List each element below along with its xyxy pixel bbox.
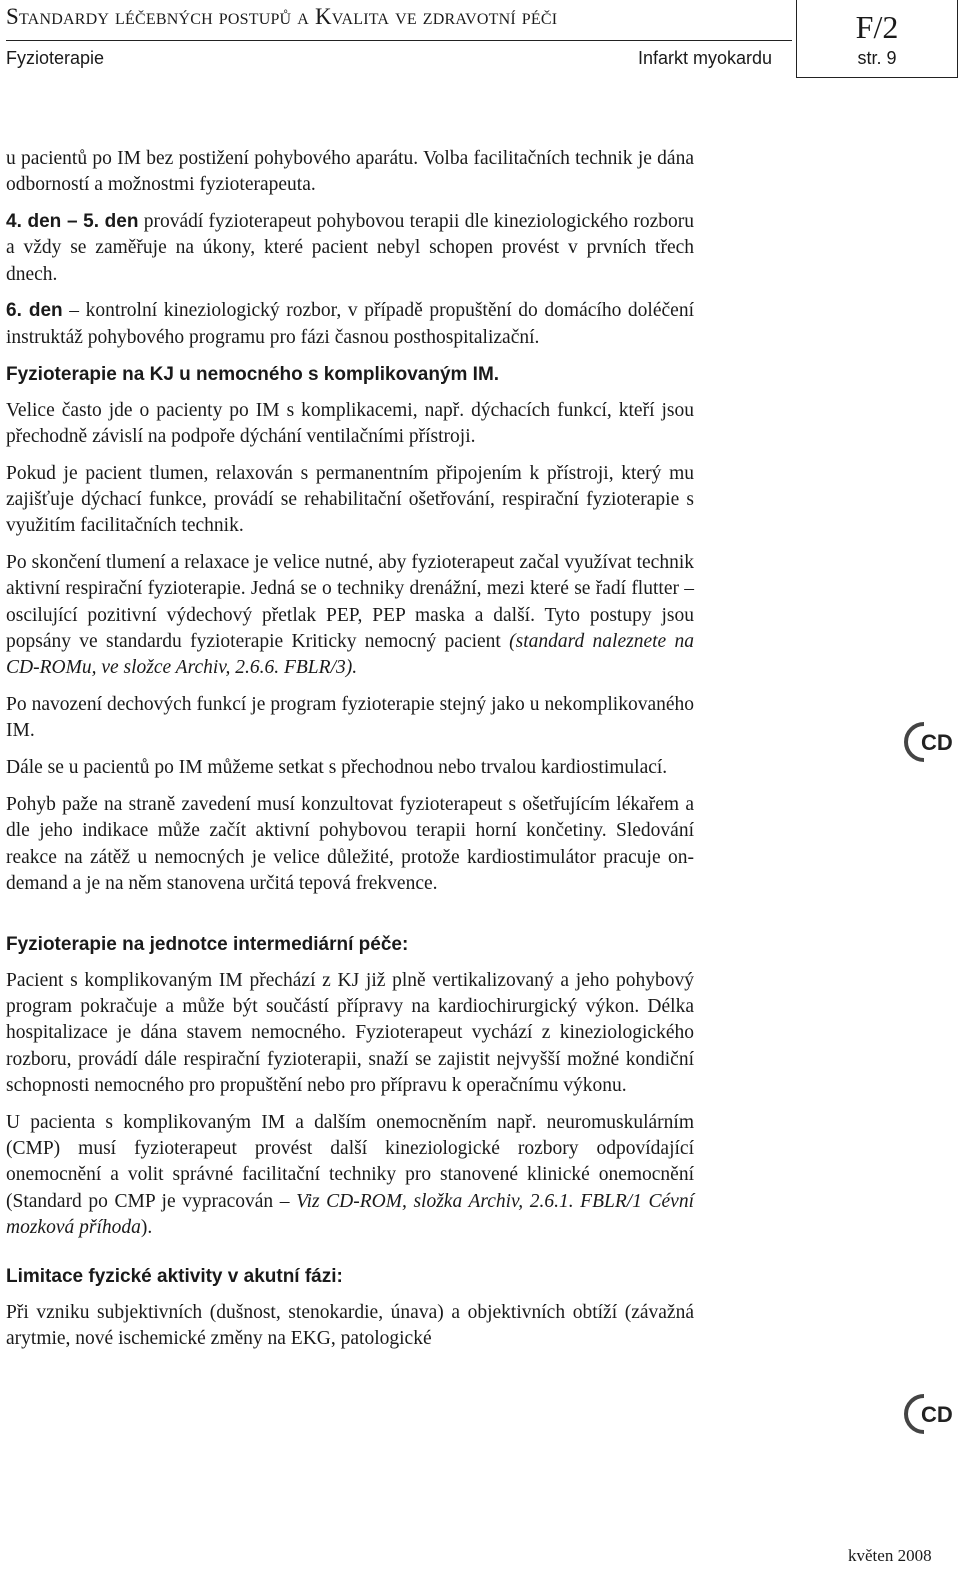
- footer-date: květen 2008: [848, 1546, 932, 1565]
- cd-icon-label: CD: [921, 730, 953, 755]
- page-tab: [796, 0, 958, 78]
- paragraph: Pokud je pacient tlumen, relaxován s permanentním připojením k přístroji, který mu zajišťuje dýchací funkce, provádí se rehabilitační ošetřování, respirační fyzioterapie s využitím facilitačních technik.: [6, 462, 694, 537]
- paragraph: Pacient s komplikovaným IM přechází z KJ již plně vertikalizovaný a jeho pohybový program pokračuje a může být součástí přípravy na kardiochirurgický výkon. Délka hospitalizace je dána stavem nemocného. Fyzioterapeut vychází z kineziologického rozboru, provádí dále respirační fyzioterapii, snaží se zajistit nejvyšší možné kondiční schopnosti nemocného pro propuštění nebo pro přípravu k operačnímu výkonu.: [6, 969, 694, 1096]
- spacer: [6, 1252, 694, 1264]
- paragraph: Pohyb paže na straně zavedení musí konzultovat fyzioterapeut s ošetřujícím lékařem a dle jeho indikace může začít aktivní pohybovou terapii horní končetiny. Sledování reakce na zátěž u nemocných je velice důležité, protože kardiostimulátor pracuje on-demand a je na něm stanovena určitá tepová frekvence.: [6, 793, 694, 894]
- cd-icon: [900, 1392, 958, 1436]
- topic-name: Infarkt myokardu: [638, 48, 773, 68]
- paragraph: Dále se u pacientů po IM můžeme setkat s přechodnou nebo trvalou kardiostimulací.: [6, 757, 668, 779]
- section-heading: Fyzioterapie na KJ u nemocného s komplikovaným IM.: [6, 363, 500, 385]
- paragraph: Velice často jde o pacienty po IM s komplikacemi, např. dýchacích funkcí, kteří jsou přechodně závislí na podpoře dýchání ventilačními přístroji.: [6, 399, 694, 447]
- cd-reference: (standard naleznete na CD-ROMu, ve složce Archiv, 2.6.6. FBLR/3).: [6, 630, 694, 679]
- day-label: 4. den – 5. den: [6, 211, 139, 233]
- document-title: Standardy léčebných postupů a Kvalita ve zdravotní péči: [6, 4, 558, 29]
- paragraph-text: – kontrolní kineziologický rozbor, v případě propuštění do domácího doléčení instruktáž pohybového programu pro fázi časnou posthospitalizační.: [6, 300, 694, 348]
- day-label: 6. den: [6, 300, 63, 322]
- section-name: Fyzioterapie: [6, 48, 105, 68]
- document-body: [6, 146, 694, 1363]
- paragraph-text: U pacienta s komplikovaným IM a dalším onemocněním např. neuromuskulárním (CMP) musí fyzioterapeut provést další kineziologické rozbory odpovídající onemocnění a volit správné facilitační techniky pro stanovené klinické onemocnění (Standard po CMP je vypracován –: [6, 1111, 694, 1212]
- section-heading: Limitace fyzické aktivity v akutní fázi:: [6, 1265, 343, 1287]
- paragraph: u pacientů po IM bez postižení pohybového aparátu. Volba facilitačních technik je dána odborností a možnostmi fyzioterapeuta.: [6, 148, 694, 196]
- paragraph-text: provádí fyzioterapeut pohybovou terapii dle kineziologického rozboru a vždy se zaměřuje na úkony, které pacient nebyl schopen provést v prvních třech dnech.: [6, 211, 694, 285]
- page-number: str. 9: [857, 48, 897, 68]
- paragraph: [6, 298, 694, 351]
- cd-reference: Viz CD-ROM, složka Archiv, 2.6.1. FBLR/1 Cévní mozková příhoda: [6, 1190, 694, 1238]
- paragraph: [6, 550, 694, 681]
- header-divider: [6, 40, 792, 41]
- paragraph-text: Po skončení tlumení a relaxace je velice nutné, aby fyzioterapeut začal využívat technik aktivní respirační fyzioterapie. Jedná se o techniky drenážní, mezi které se řadí flutter – oscilující pozitivní výdechový přetlak PEP, PEP maska a další. Tyto postupy jsou popsány ve standardu fyzioterapie Kriticky nemocný pacient: [6, 552, 694, 652]
- paragraph: [6, 209, 694, 288]
- cd-icon: [900, 720, 958, 764]
- paragraph: Po navození dechových funkcí je program fyzioterapie stejný jako u nekomplikovaného IM.: [6, 694, 694, 742]
- cd-icon-label: CD: [921, 1402, 953, 1427]
- spacer: [6, 908, 694, 932]
- paragraph-text: ).: [140, 1216, 153, 1238]
- standard-code: F/2: [855, 9, 899, 45]
- paragraph: Při vzniku subjektivních (dušnost, stenokardie, únava) a objektivních obtíží (závažná arytmie, nové ischemické změny na EKG, patologické: [6, 1301, 694, 1349]
- section-heading: Fyzioterapie na jednotce intermediární péče:: [6, 933, 409, 955]
- paragraph: [6, 1110, 694, 1241]
